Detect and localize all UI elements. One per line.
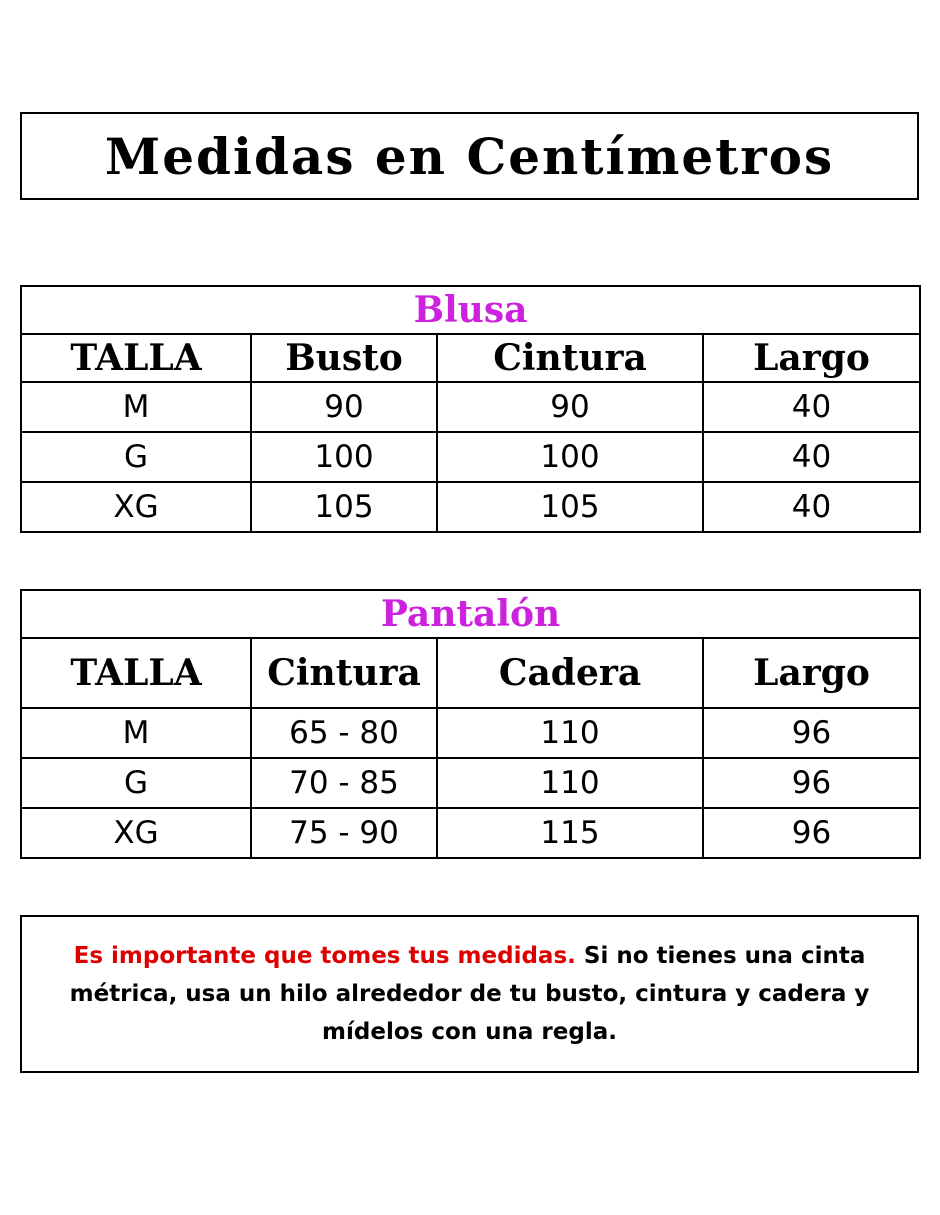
table-cell: XG: [21, 808, 251, 858]
table-row: [21, 708, 920, 758]
measurement-note: [46, 937, 893, 1051]
page-title: Medidas en Centímetros: [104, 126, 835, 186]
table-cell: 40: [703, 382, 920, 432]
table-cell: 96: [703, 708, 920, 758]
column-header-busto: Busto: [251, 334, 437, 382]
table-cell: M: [21, 382, 251, 432]
table-cell: 100: [437, 432, 703, 482]
table-title-row: [21, 590, 920, 638]
table-cell: 90: [437, 382, 703, 432]
note-highlight: Es importante que tomes tus medidas.: [73, 943, 576, 969]
table-cell: 115: [437, 808, 703, 858]
table-cell: 75 - 90: [251, 808, 437, 858]
blusa-title: Blusa: [21, 286, 920, 334]
table-cell: 65 - 80: [251, 708, 437, 758]
table-cell: 70 - 85: [251, 758, 437, 808]
table-cell: 96: [703, 808, 920, 858]
table-cell: M: [21, 708, 251, 758]
note-text: Si no tienes una cinta métrica, usa un hilo alrededor de tu busto, cintura y cadera y mídelos con una regla.: [69, 943, 870, 1045]
title-box: [20, 112, 919, 200]
measurement-note-box: [20, 915, 919, 1073]
column-header-largo: Largo: [703, 638, 920, 708]
table-cell: 96: [703, 758, 920, 808]
pantalon-title: Pantalón: [21, 590, 920, 638]
blusa-size-table: [20, 285, 921, 533]
table-header-row: [21, 334, 920, 382]
column-header-talla: TALLA: [21, 638, 251, 708]
table-cell: 90: [251, 382, 437, 432]
table-title-row: [21, 286, 920, 334]
table-row: [21, 432, 920, 482]
column-header-talla: TALLA: [21, 334, 251, 382]
table-cell: G: [21, 758, 251, 808]
table-row: [21, 808, 920, 858]
column-header-cintura: Cintura: [251, 638, 437, 708]
table-cell: 110: [437, 758, 703, 808]
column-header-cintura: Cintura: [437, 334, 703, 382]
table-cell: 40: [703, 432, 920, 482]
table-cell: 100: [251, 432, 437, 482]
pantalon-size-table: [20, 589, 921, 859]
table-cell: 110: [437, 708, 703, 758]
table-cell: 40: [703, 482, 920, 532]
table-header-row: [21, 638, 920, 708]
table-row: [21, 382, 920, 432]
column-header-largo: Largo: [703, 334, 920, 382]
table-cell: 105: [251, 482, 437, 532]
table-cell: G: [21, 432, 251, 482]
table-row: [21, 758, 920, 808]
table-row: [21, 482, 920, 532]
column-header-cadera: Cadera: [437, 638, 703, 708]
table-cell: 105: [437, 482, 703, 532]
table-cell: XG: [21, 482, 251, 532]
